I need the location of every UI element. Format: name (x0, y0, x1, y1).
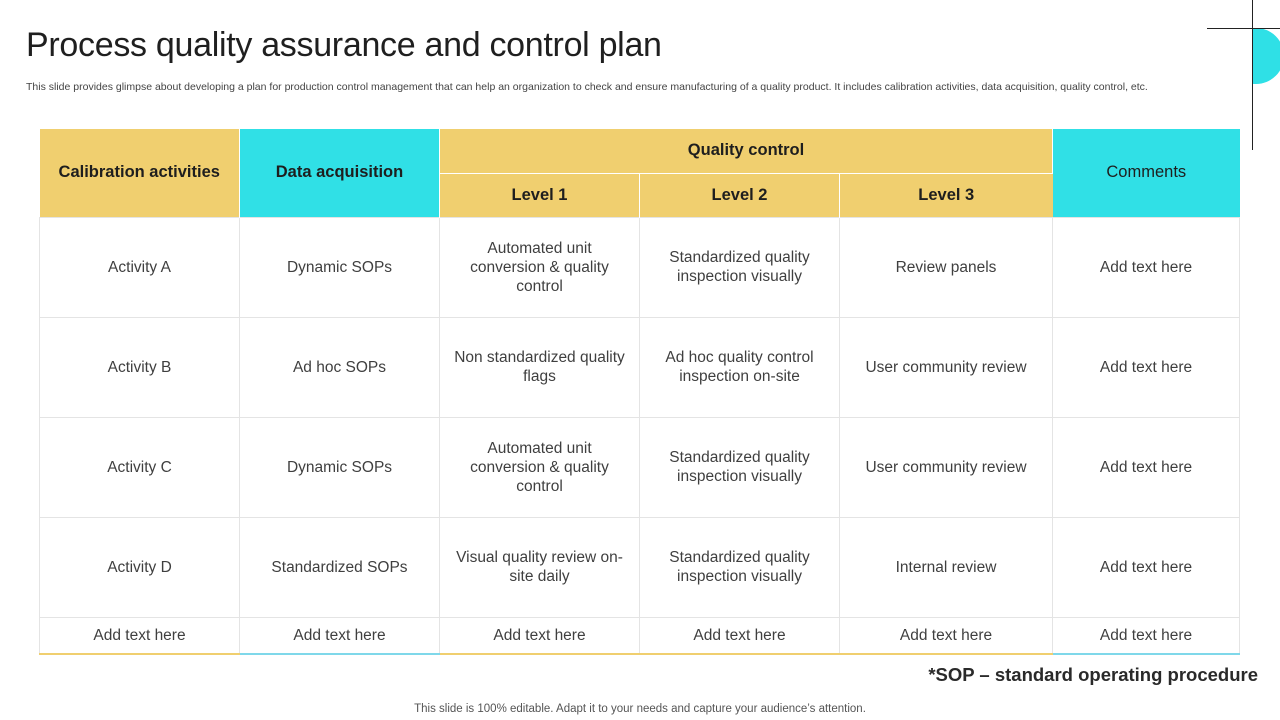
table-cell: Standardized quality inspection visually (640, 517, 840, 617)
table-row (40, 317, 1240, 417)
header-data-acquisition: Data acquisition (240, 129, 440, 217)
header-level-1: Level 1 (440, 173, 640, 217)
table-cell: Add text here (1053, 217, 1240, 317)
table-cell: Standardized quality inspection visually (640, 217, 840, 317)
table-cell: Ad hoc quality control inspection on-site (640, 317, 840, 417)
table-row (40, 417, 1240, 517)
table-cell: Add text here (440, 617, 640, 654)
quality-plan-table (39, 129, 1240, 655)
table-header-row (40, 129, 1240, 173)
table-cell: Activity A (40, 217, 240, 317)
table-cell: Add text here (1053, 417, 1240, 517)
header-calibration-activities: Calibration activities (40, 129, 240, 217)
table-cell: Activity C (40, 417, 240, 517)
table-cell: Add text here (1053, 517, 1240, 617)
quality-plan-table-container (39, 129, 1239, 655)
table-cell: Add text here (840, 617, 1053, 654)
table-cell: Add text here (40, 617, 240, 654)
table-cell: Activity D (40, 517, 240, 617)
table-cell: Activity B (40, 317, 240, 417)
header-level-2: Level 2 (640, 173, 840, 217)
table-cell: Add text here (240, 617, 440, 654)
table-row (40, 517, 1240, 617)
page-subtitle: This slide provides glimpse about developing a plan for production control management that can help an organization to check and ensure manufacturing of a quality product. It includes calibration activities, data acquisition, quality control, etc. (26, 81, 1148, 93)
table-cell: Add text here (1053, 317, 1240, 417)
table-cell: Add text here (1053, 617, 1240, 654)
page-title: Process quality assurance and control plan (26, 26, 662, 64)
table-cell: User community review (840, 317, 1053, 417)
decorative-circle (1228, 28, 1280, 84)
decorative-horizontal-line (1207, 28, 1280, 29)
header-level-3: Level 3 (840, 173, 1053, 217)
sop-footnote: *SOP – standard operating procedure (928, 664, 1258, 685)
table-cell: Visual quality review on-site daily (440, 517, 640, 617)
table-cell: Ad hoc SOPs (240, 317, 440, 417)
table-cell: Dynamic SOPs (240, 417, 440, 517)
table-cell: Automated unit conversion & quality control (440, 217, 640, 317)
table-cell: Add text here (640, 617, 840, 654)
table-cell: Standardized SOPs (240, 517, 440, 617)
table-cell: User community review (840, 417, 1053, 517)
header-quality-control: Quality control (440, 129, 1053, 173)
table-row (40, 617, 1240, 654)
header-comments: Comments (1053, 129, 1240, 217)
table-cell: Internal review (840, 517, 1053, 617)
table-cell: Review panels (840, 217, 1053, 317)
slide-footer: This slide is 100% editable. Adapt it to your needs and capture your audience’s attention. (414, 703, 866, 715)
decorative-vertical-line (1252, 0, 1253, 150)
table-cell: Automated unit conversion & quality control (440, 417, 640, 517)
table-cell: Dynamic SOPs (240, 217, 440, 317)
table-cell: Standardized quality inspection visually (640, 417, 840, 517)
table-row (40, 217, 1240, 317)
table-cell: Non standardized quality flags (440, 317, 640, 417)
